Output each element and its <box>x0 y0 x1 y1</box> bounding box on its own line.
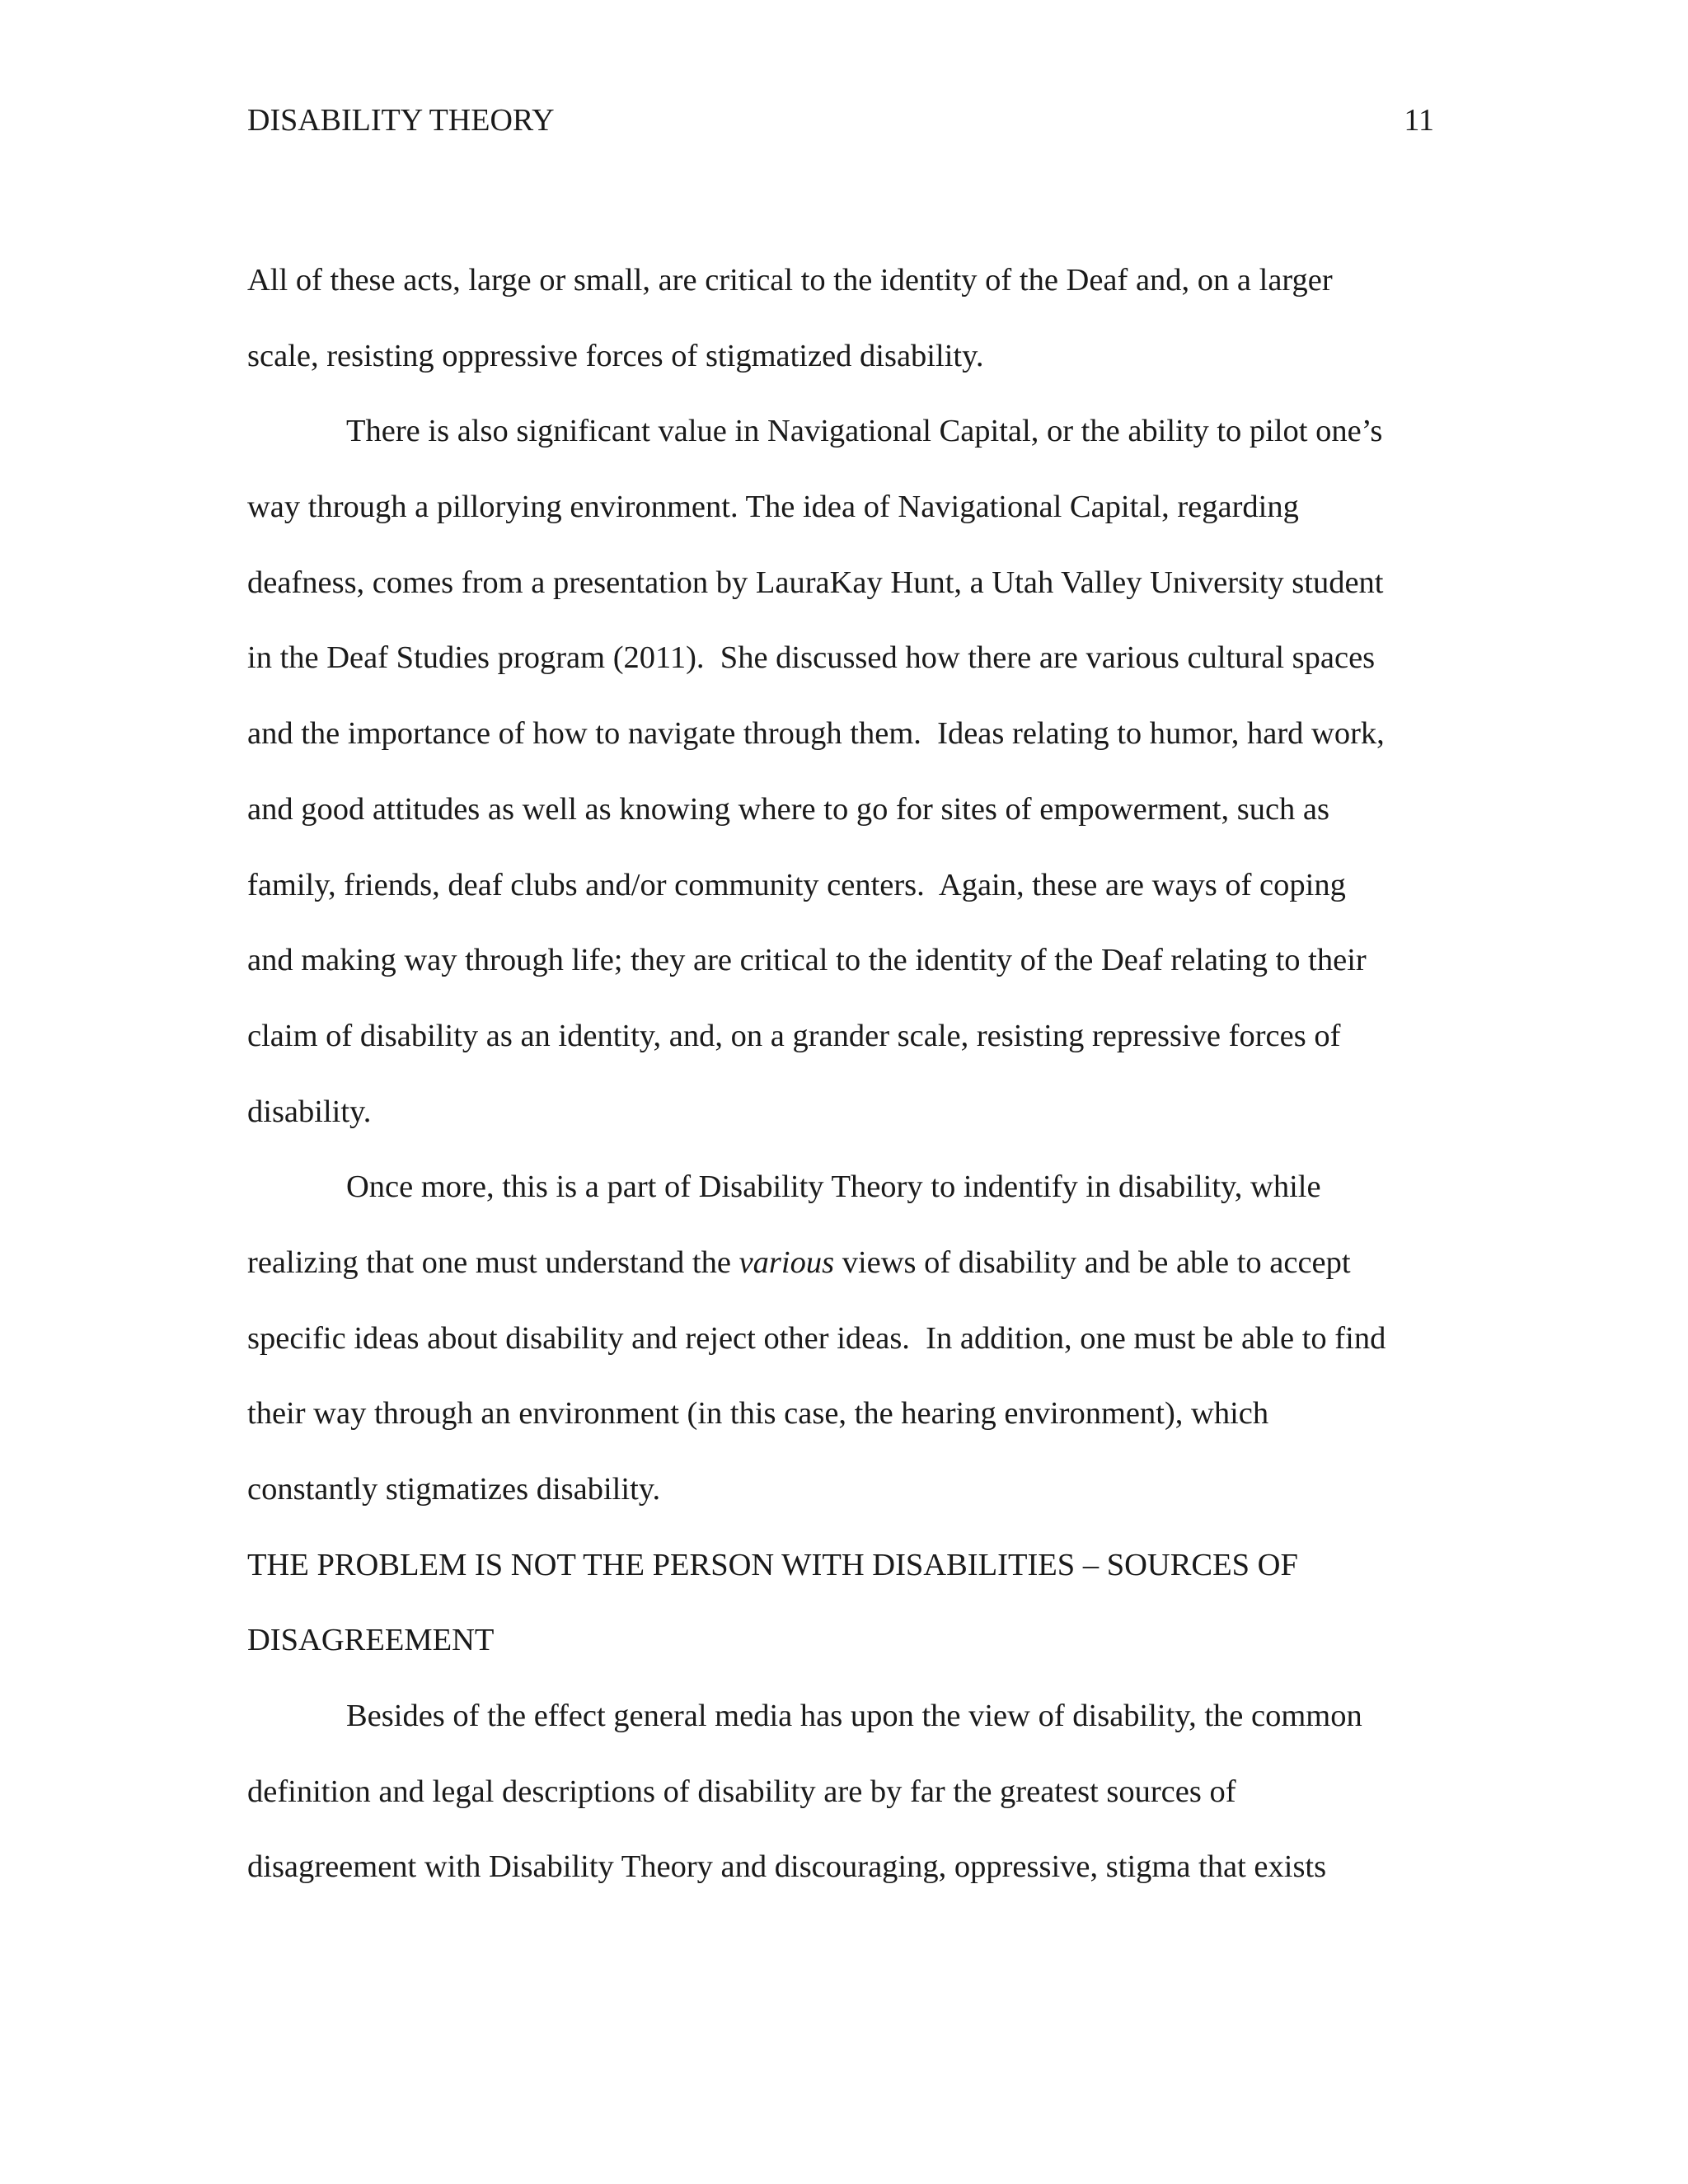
text-line: in the Deaf Studies program (2011). She discussed how there are various cultural spaces <box>247 640 1376 676</box>
text-line: and good attitudes as well as knowing where to go for sites of empowerment, such as <box>247 791 1329 827</box>
section-heading: DISAGREEMENT <box>247 1623 495 1658</box>
text-line: and making way through life; they are critical to the identity of the Deaf relating to their <box>247 943 1367 978</box>
text-run: realizing that one must understand the <box>247 1244 739 1280</box>
text-line: disagreement with Disability Theory and discouraging, oppressive, stigma that exists <box>247 1849 1327 1885</box>
text-line: All of these acts, large or small, are critical to the identity of the Deaf and, on a larger <box>247 263 1333 298</box>
page-header <box>247 97 1434 143</box>
text-run: views of disability and be able to accept <box>834 1244 1351 1280</box>
text-line: and the importance of how to navigate through them. Ideas relating to humor, hard work, <box>247 716 1385 752</box>
text-line: disability. <box>247 1094 372 1129</box>
paragraph-first-line: Besides of the effect general media has upon the view of disability, the common <box>346 1699 1362 1734</box>
section-heading: THE PROBLEM IS NOT THE PERSON WITH DISABILITIES – SOURCES OF <box>247 1547 1298 1582</box>
text-line: scale, resisting oppressive forces of stigmatized disability. <box>247 338 984 373</box>
body-text <box>247 243 1438 1905</box>
text-line: constantly stigmatizes disability. <box>247 1472 661 1507</box>
text-line: definition and legal descriptions of disability are by far the greatest sources of <box>247 1774 1236 1809</box>
paragraph-first-line: There is also significant value in Navigational Capital, or the ability to pilot one’s <box>346 414 1383 449</box>
text-line: specific ideas about disability and reject other ideas. In addition, one must be able to find <box>247 1320 1386 1356</box>
text-line: family, friends, deaf clubs and/or community centers. Again, these are ways of coping <box>247 867 1346 902</box>
emphasized-word: various <box>738 1244 835 1280</box>
text-line: way through a pillorying environment. The idea of Navigational Capital, regarding <box>247 490 1299 525</box>
text-line: deafness, comes from a presentation by LauraKay Hunt, a Utah Valley University student <box>247 565 1384 600</box>
text-line: their way through an environment (in this case, the hearing environment), which <box>247 1396 1269 1432</box>
text-line-with-emphasis <box>247 1226 1438 1301</box>
text-line: claim of disability as an identity, and, on a grander scale, resisting repressive forces of <box>247 1018 1341 1053</box>
paragraph-first-line: Once more, this is a part of Disability Theory to indentify in disability, while <box>346 1169 1321 1205</box>
running-head: DISABILITY THEORY <box>247 103 555 138</box>
page-number: 11 <box>1404 103 1434 138</box>
